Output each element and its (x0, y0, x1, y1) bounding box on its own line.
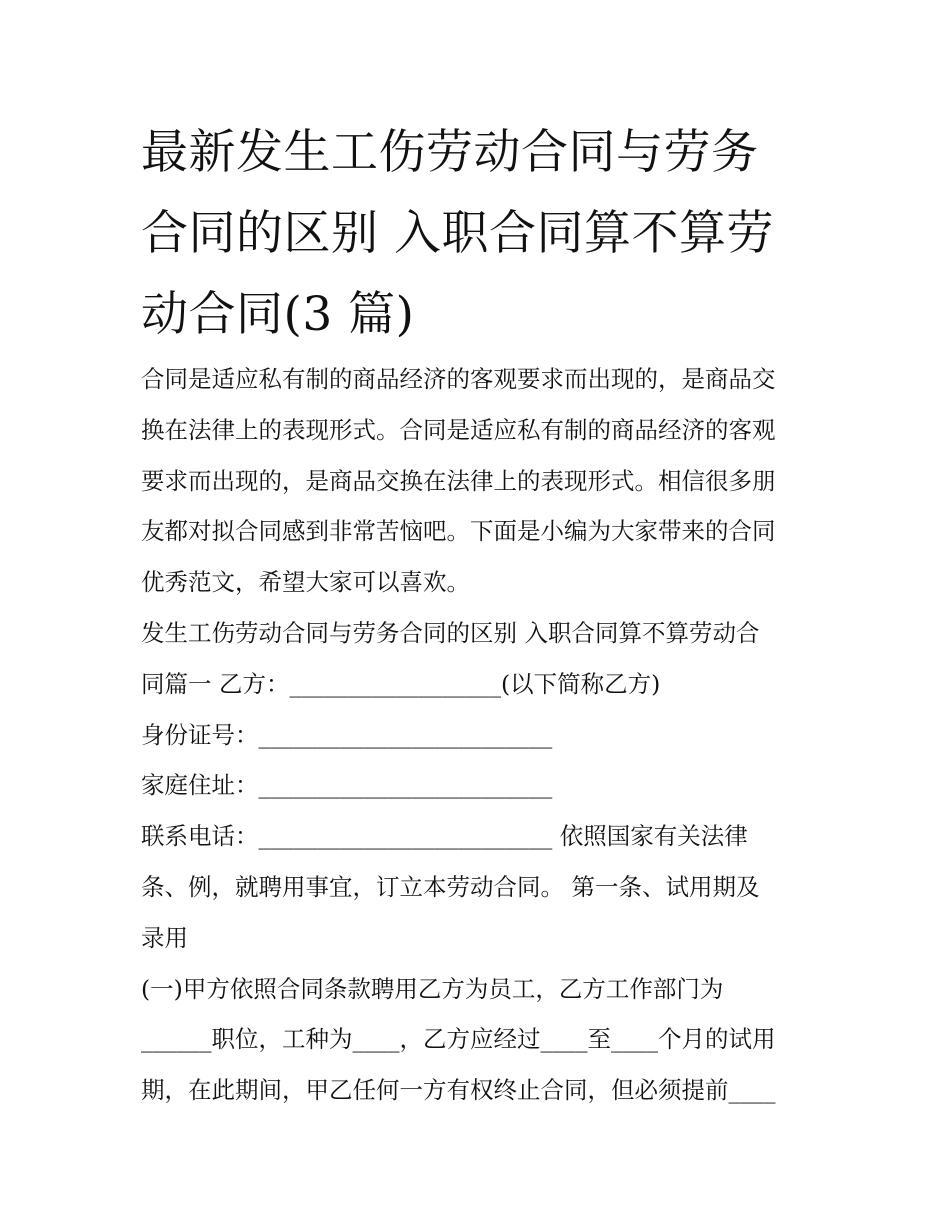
document-body (141, 354, 821, 1116)
paragraph-home-address: 家庭住址：_________________________ (141, 771, 553, 800)
document-title: 最新发生工伤劳动合同与劳务 合同的区别 入职合同算不算劳 动合同(3 篇) (141, 125, 774, 342)
paragraph-phone: 联系电话：_________________________ 依照国家有关法律 条、例，就聘用事宜，订立本劳动合同。 第一条、试用期及 录用 (141, 822, 760, 952)
paragraph-intro: 合同是适应私有制的商品经济的客观要求而出现的，是商品交 换在法律上的表现形式。合同是适应私有制的商品经济的客观 要求而出现的，是商品交换在法律上的表现形式。相信很多朋 友都对拟合同感到非常苦恼吧。下面是小编为大家带来的合同 优秀范文，希望大家可以喜欢。 (141, 365, 776, 597)
paragraph-clause-one: (一)甲方依照合同条款聘用乙方为员工，乙方工作部门为 ______职位，工种为____，乙方应经过____至____个月的试用 期，在此期间，甲乙任何一方有权终止合同，但必须提前____ (141, 974, 776, 1105)
paragraph-contract-heading: 发生工伤劳动合同与劳务合同的区别 入职合同算不算劳动合 同篇一 乙方：__________________(以下简称乙方) (141, 618, 760, 698)
paragraph-id-number: 身份证号：_________________________ (141, 720, 553, 749)
